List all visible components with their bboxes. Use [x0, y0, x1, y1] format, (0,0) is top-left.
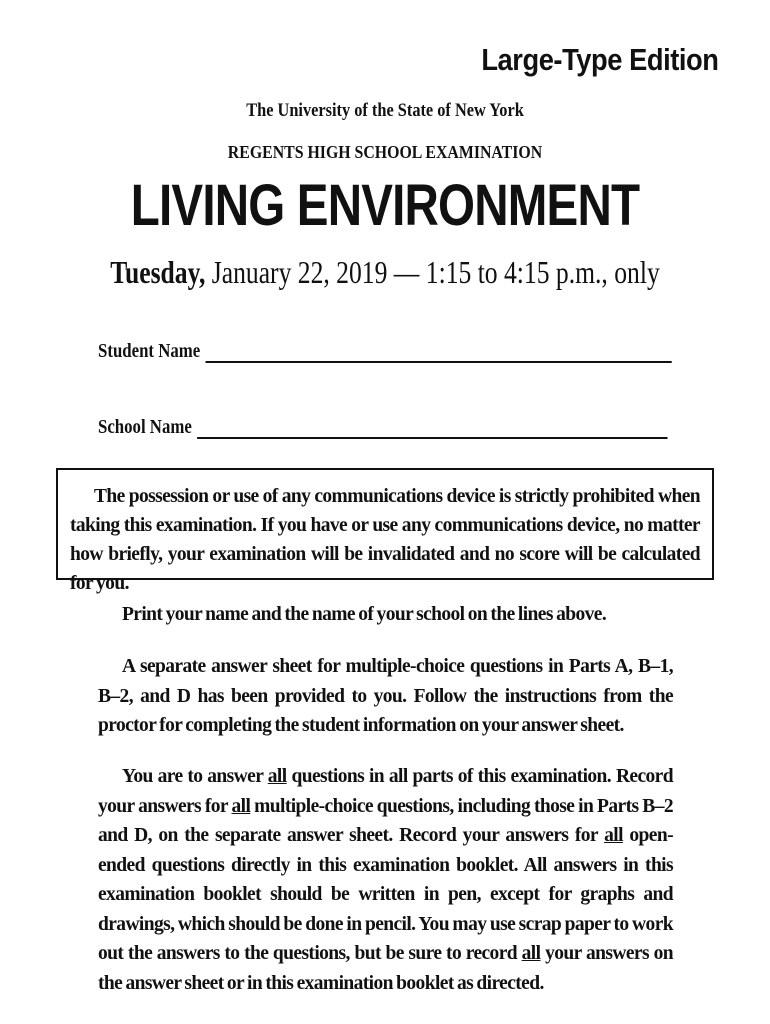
instruction-answer-sheet: A separate answer sheet for multiple-choice questions in Parts A, B–1, B–2, and D has been provided to you. Follow the instructions from the proctor for completing the student information on your answer sheet. — [98, 656, 673, 736]
instruction-print-name: Print your name and the name of your school on the lines above. — [122, 604, 607, 625]
instruction-text: multiple-choice questions, including those in Parts B–2 and D, on the separate answer sheet. Record your answers for — [98, 795, 673, 846]
instruction-text: You are to answer — [122, 766, 268, 787]
instruction-text: your answers on the answer sheet or in this examination booklet as directed. — [98, 943, 673, 994]
edition-label: Large-Type Edition — [480, 42, 718, 77]
exam-day: Tuesday, — [110, 254, 206, 290]
exam-date-line — [77, 254, 693, 291]
school-name-field[interactable] — [98, 416, 667, 439]
exam-subject-title: LIVING ENVIRONMENT — [130, 173, 640, 238]
student-name-line[interactable] — [205, 343, 671, 363]
instruction-text: open-ended questions directly in this examination booklet. All answers in this examination booklet should be written in pen, except for graphs and drawings, which should be done in pencil. You may use scrap paper to work out the answers to the questions, but be sure to record — [98, 825, 673, 964]
school-name-line[interactable] — [197, 419, 667, 439]
student-name-field[interactable] — [98, 340, 671, 363]
communications-device-notice: The possession or use of any communications device is strictly prohibited when taking this examination. If you have or use any communications device, no matter how briefly, your examination will be invalidated and no score will be calculated for you. — [56, 468, 714, 580]
student-name-label: Student Name — [98, 340, 201, 362]
institution-name: The University of the State of New York — [246, 100, 524, 121]
instruction-text: questions in all parts of this examination. Record your answers for — [98, 766, 673, 817]
exam-date-time: January 22, 2019 — 1:15 to 4:15 p.m., only — [205, 254, 660, 290]
emphasis-all: all — [267, 766, 287, 787]
school-name-label: School Name — [98, 416, 192, 438]
emphasis-all: all — [521, 943, 541, 964]
emphasis-all: all — [604, 825, 623, 846]
instruction-answer-all — [98, 762, 673, 998]
exam-type: REGENTS HIGH SCHOOL EXAMINATION — [227, 142, 543, 162]
emphasis-all: all — [231, 795, 251, 817]
